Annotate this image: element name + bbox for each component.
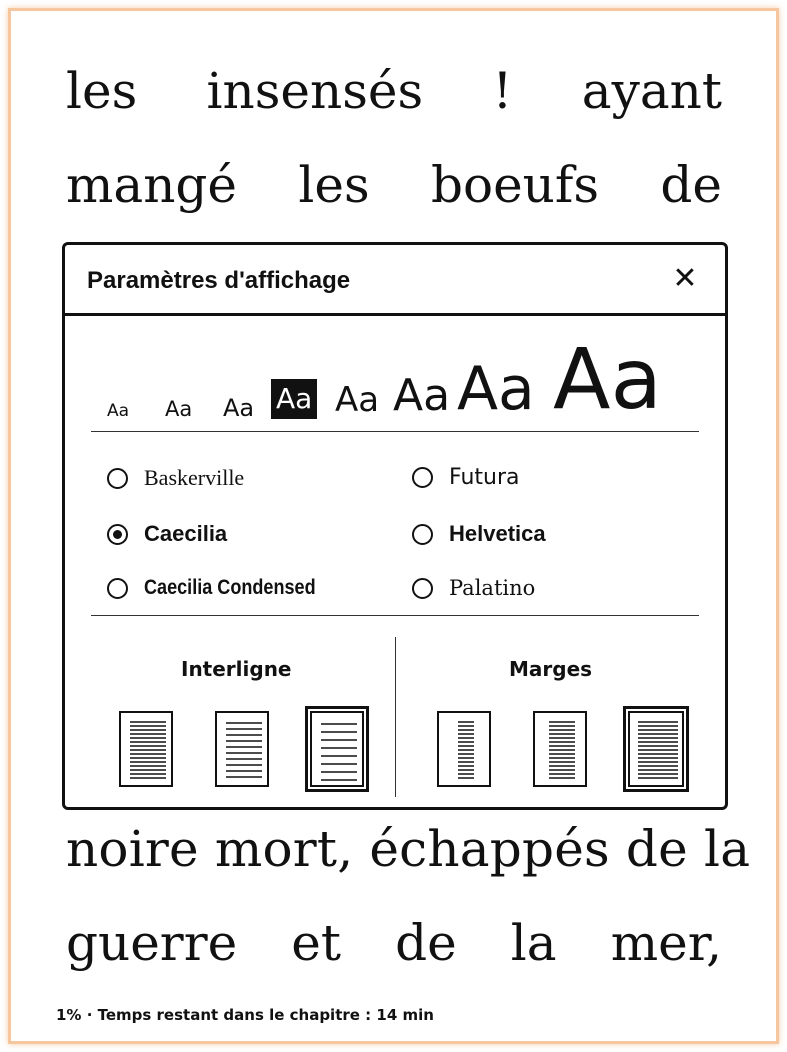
font-option-label: Baskerville bbox=[144, 465, 245, 490]
radio-button[interactable] bbox=[107, 468, 128, 489]
font-size-option[interactable]: Aa bbox=[335, 380, 380, 420]
vertical-divider bbox=[395, 637, 396, 797]
font-size-option-selected[interactable]: Aa bbox=[271, 379, 317, 419]
margins-title: Marges bbox=[509, 657, 593, 681]
font-size-option[interactable]: Aa bbox=[165, 397, 193, 421]
section-divider bbox=[91, 615, 699, 616]
word: mer, bbox=[610, 914, 722, 972]
font-option-futura[interactable] bbox=[412, 465, 520, 490]
font-option-label: Futura bbox=[449, 465, 520, 490]
font-option-label: Caecilia Condensed bbox=[144, 576, 316, 599]
word: mangé bbox=[66, 156, 238, 214]
book-text-line bbox=[66, 914, 722, 972]
book-text-line bbox=[66, 62, 722, 120]
font-option-baskerville[interactable] bbox=[107, 465, 244, 491]
word: ayant bbox=[581, 62, 722, 120]
word: de bbox=[660, 156, 722, 214]
section-divider bbox=[91, 431, 699, 432]
radio-button[interactable] bbox=[412, 467, 433, 488]
font-option-helvetica[interactable] bbox=[412, 521, 546, 547]
close-icon[interactable]: ✕ bbox=[672, 261, 698, 296]
line-spacing-medium-icon[interactable] bbox=[215, 711, 269, 787]
radio-button[interactable] bbox=[412, 578, 433, 599]
line-spacing-small-icon[interactable] bbox=[119, 711, 173, 787]
word: guerre bbox=[66, 914, 238, 972]
radio-button[interactable] bbox=[107, 578, 128, 599]
radio-button-selected[interactable] bbox=[107, 524, 128, 545]
font-option-caecilia-condensed[interactable] bbox=[107, 576, 344, 600]
book-text-line bbox=[66, 156, 722, 214]
line-spacing-title: Interligne bbox=[181, 657, 292, 681]
word: les bbox=[298, 156, 370, 214]
font-option-label: Caecilia bbox=[144, 521, 228, 546]
font-size-option[interactable]: Aa bbox=[553, 330, 662, 428]
font-option-caecilia[interactable] bbox=[107, 521, 227, 547]
reading-progress-status: 1% · Temps restant dans le chapitre : 14 min bbox=[56, 1006, 434, 1024]
word: la bbox=[510, 914, 557, 972]
line-spacing-large-icon[interactable] bbox=[310, 711, 364, 787]
margin-narrow-icon[interactable] bbox=[628, 711, 684, 787]
font-option-label: Palatino bbox=[449, 576, 536, 600]
display-settings-dialog bbox=[62, 242, 728, 810]
word: les bbox=[66, 62, 138, 120]
font-size-option[interactable]: Aa bbox=[107, 401, 130, 421]
word: de bbox=[395, 914, 457, 972]
word: boeufs bbox=[430, 156, 600, 214]
font-size-option[interactable]: Aa bbox=[457, 354, 535, 424]
font-size-option[interactable]: Aa bbox=[223, 394, 255, 422]
word: insensés bbox=[206, 62, 424, 120]
dialog-title: Paramètres d'affichage bbox=[87, 267, 351, 294]
margin-wide-icon[interactable] bbox=[437, 711, 491, 787]
margin-medium-icon[interactable] bbox=[533, 711, 587, 787]
font-option-label: Helvetica bbox=[449, 521, 546, 546]
header-divider bbox=[65, 313, 725, 316]
font-size-option[interactable]: Aa bbox=[393, 370, 451, 421]
word: ! bbox=[492, 62, 513, 120]
radio-button[interactable] bbox=[412, 524, 433, 545]
word: et bbox=[291, 914, 341, 972]
font-option-palatino[interactable] bbox=[412, 576, 535, 600]
book-text-line: noire mort, échappés de la bbox=[66, 820, 751, 878]
